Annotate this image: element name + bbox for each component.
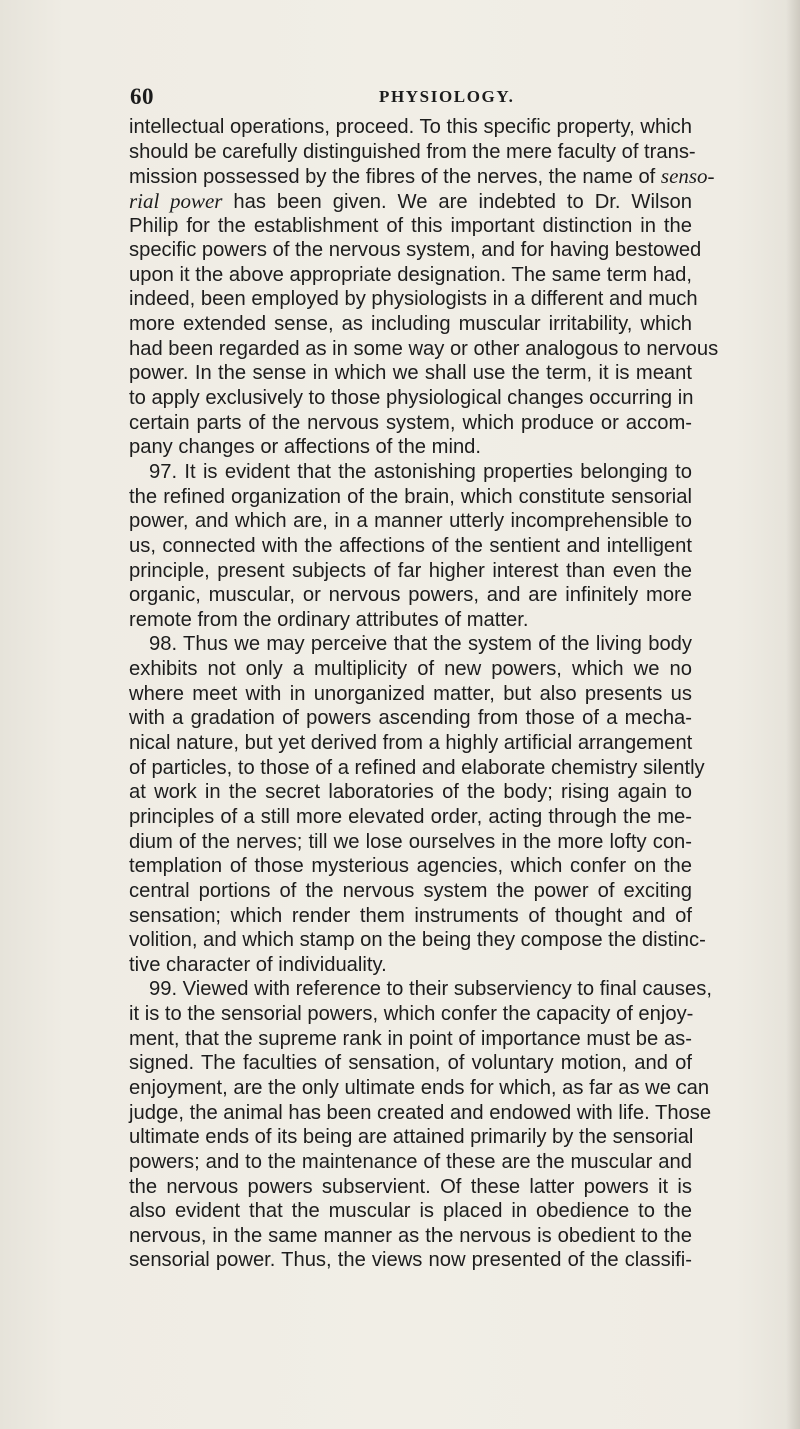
text-line-with-italic: [129, 164, 715, 189]
text-line: where meet with in unorganized matter, but also presents us: [129, 682, 692, 705]
text-line: exhibits not only a multiplicity of new powers, which we no: [129, 658, 692, 681]
text-line: judge, the animal has been created and endowed with life. Those: [129, 1101, 712, 1124]
text-line: upon it the above appropriate designation. The same term had,: [129, 263, 693, 286]
text-line: nervous, in the same manner as the nervous is obedient to the: [129, 1224, 692, 1247]
text-line: dium of the nerves; till we lose ourselves in the more lofty con-: [129, 830, 692, 853]
text-line: intellectual operations, proceed. To this specific property, which: [129, 116, 692, 138]
text-line: to apply exclusively to those physiological changes occurring in: [129, 387, 694, 410]
text-line: ment, that the supreme rank in point of importance must be as-: [129, 1027, 692, 1050]
text-line: templation of those mysterious agencies, which confer on the: [129, 855, 692, 878]
text-line: signed. The faculties of sensation, of voluntary motion, and of: [129, 1052, 692, 1075]
text-line: Philip for the establishment of this important distinction in the: [129, 214, 692, 237]
text-segment: has been given. We are indebted to Dr. Wilson: [222, 190, 693, 213]
paragraph-99-start: 99. Viewed with reference to their subserviency to final causes,: [149, 978, 712, 1001]
text-line: power, and which are, in a manner utterly incomprehensible to: [129, 510, 692, 533]
paragraph-98-start: 98. Thus we may perceive that the system of the living body: [149, 633, 692, 656]
text-line: the nervous powers subservient. Of these latter powers it is: [129, 1175, 692, 1198]
paragraph-97-start: 97. It is evident that the astonishing properties belonging to: [149, 460, 692, 483]
text-line: ultimate ends of its being are attained primarily by the sensorial: [129, 1126, 694, 1149]
text-line: powers; and to the maintenance of these are the muscular and: [129, 1150, 692, 1173]
italic-term: power: [169, 188, 223, 213]
italic-term: rial: [129, 188, 170, 213]
text-line: specific powers of the nervous system, and for having bestowed: [129, 239, 702, 262]
text-line: more extended sense, as including muscular irritability, which: [129, 313, 692, 336]
page-edge-shadow: [786, 0, 800, 1429]
text-line: tive character of individuality.: [129, 953, 387, 976]
text-line-with-italic: [129, 189, 692, 214]
page-header: [130, 84, 690, 110]
body-text: [129, 115, 719, 1273]
text-line: principles of a still more elevated order, acting through the me-: [129, 805, 692, 828]
text-line: indeed, been employed by physiologists in a different and much: [129, 288, 698, 311]
text-line: certain parts of the nervous system, which produce or accom-: [129, 411, 692, 434]
text-line: of particles, to those of a refined and elaborate chemistry silently: [129, 756, 705, 779]
text-line: sensorial power. Thus, the views now presented of the classifi-: [129, 1249, 692, 1272]
text-line: had been regarded as in some way or other analogous to nervous: [129, 337, 719, 360]
italic-term: senso-: [660, 164, 715, 189]
text-line: sensation; which render them instruments of thought and of: [129, 904, 692, 927]
text-line: the refined organization of the brain, which constitute sensorial: [129, 485, 692, 508]
page-number: 60: [130, 84, 154, 109]
text-line: it is to the sensorial powers, which confer the capacity of enjoy-: [129, 1003, 694, 1026]
text-segment: mission possessed by the fibres of the nerves, the name of: [129, 166, 661, 189]
text-line: central portions of the nervous system the power of exciting: [129, 879, 692, 902]
text-line: power. In the sense in which we shall use the term, it is meant: [129, 362, 692, 385]
text-line: pany changes or affections of the mind.: [129, 436, 482, 459]
text-line: us, connected with the affections of the sentient and intelligent: [129, 534, 692, 557]
text-line: with a gradation of powers ascending from those of a mecha-: [129, 707, 692, 730]
text-line: organic, muscular, or nervous powers, and are infinitely more: [129, 584, 692, 607]
text-line: remote from the ordinary attributes of matter.: [129, 608, 529, 631]
text-line: volition, and which stamp on the being they compose the distinc-: [129, 929, 706, 952]
text-line: should be carefully distinguished from the mere faculty of trans-: [129, 140, 696, 163]
running-head: PHYSIOLOGY.: [379, 87, 515, 106]
text-line: principle, present subjects of far higher interest than even the: [129, 559, 692, 582]
text-line: also evident that the muscular is placed in obedience to the: [129, 1200, 692, 1223]
text-line: enjoyment, are the only ultimate ends for which, as far as we can: [129, 1076, 710, 1099]
text-line: nical nature, but yet derived from a highly artificial arrangement: [129, 732, 693, 755]
text-line: at work in the secret laboratories of the body; rising again to: [129, 781, 692, 804]
